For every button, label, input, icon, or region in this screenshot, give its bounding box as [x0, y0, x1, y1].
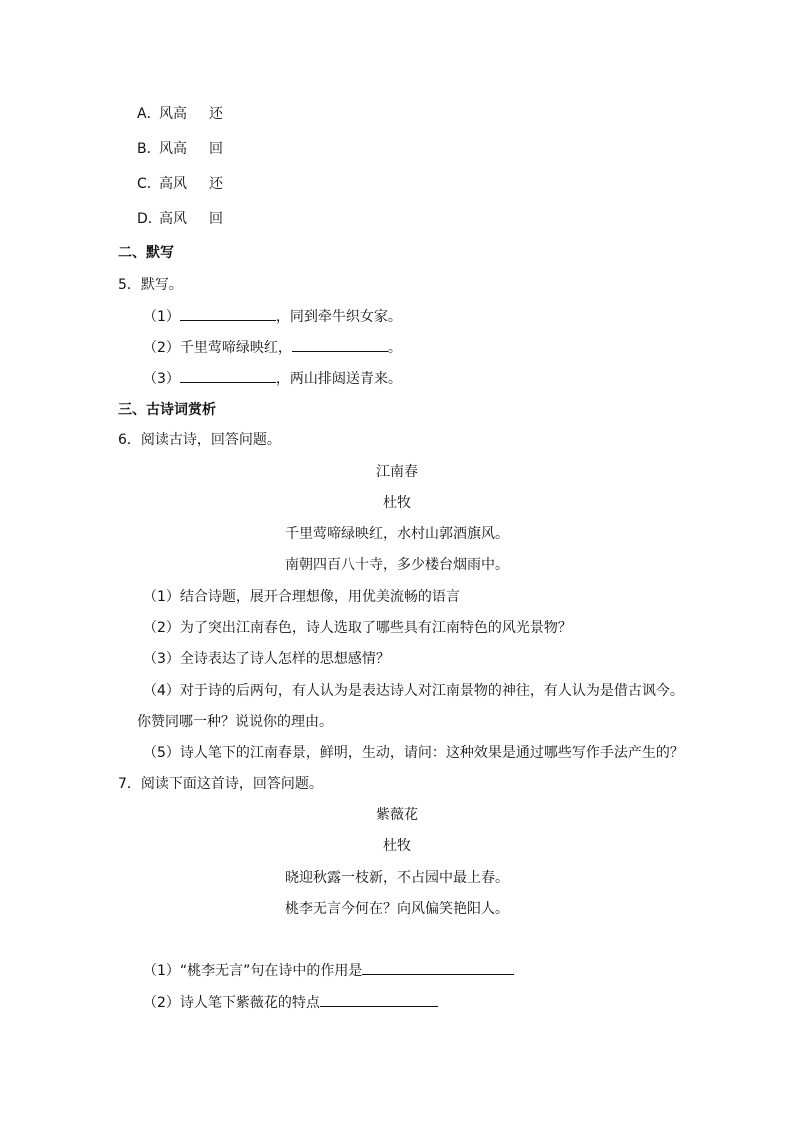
- answer-blank[interactable]: [180, 368, 276, 383]
- option-letter: B．: [137, 141, 161, 157]
- question-text: （1）“桃李无言”句在诗中的作用是: [143, 963, 363, 979]
- item-number: （2）: [143, 340, 180, 356]
- question-6-stem: 6．阅读古诗，回答问题。: [118, 432, 281, 448]
- option-word2: 还: [209, 106, 223, 122]
- section-title-poetry: 三、古诗词赏析: [118, 402, 216, 418]
- poem-author: 杜牧: [383, 838, 411, 854]
- option-word2: 回: [209, 141, 223, 157]
- question-text: （2）诗人笔下紫薇花的特点: [143, 995, 320, 1011]
- answer-blank[interactable]: [180, 306, 276, 321]
- item-text: ，两山排闼送青来。: [275, 371, 402, 387]
- q7-sub-1: [143, 960, 514, 981]
- item-number: （1）: [143, 309, 180, 325]
- poem-line: 南朝四百八十寺，多少楼台烟雨中。: [285, 557, 509, 573]
- q5-item-2: [143, 337, 402, 358]
- q6-sub-5: （5）诗人笔下的江南春景，鲜明，生动，请问：这种效果是通过哪些写作手法产生的？: [143, 745, 684, 761]
- poem-title: 江南春: [376, 464, 418, 480]
- answer-blank[interactable]: [362, 960, 514, 975]
- q6-sub-3: （3）全诗表达了诗人怎样的思想感情？: [143, 651, 390, 667]
- item-text-end: 。: [387, 340, 402, 356]
- option-c: [137, 174, 223, 194]
- section-title-dictation: 二、默写: [118, 245, 174, 261]
- q7-sub-2: [143, 992, 438, 1013]
- question-7-stem: 7．阅读下面这首诗，回答问题。: [118, 776, 323, 792]
- option-word2: 还: [209, 176, 223, 192]
- option-letter: D．: [137, 211, 162, 227]
- poem-line: 桃李无言今何在？向风偏笑艳阳人。: [285, 901, 509, 917]
- poem-author: 杜牧: [383, 495, 411, 511]
- option-letter: A．: [137, 106, 161, 122]
- option-word1: 风高: [159, 141, 187, 157]
- option-d: [137, 209, 223, 229]
- q6-sub-1: （1）结合诗题，展开合理想像，用优美流畅的语言: [143, 589, 460, 605]
- item-text: ，同到牵牛织女家。: [275, 309, 402, 325]
- answer-blank[interactable]: [292, 337, 388, 352]
- option-letter: C．: [137, 176, 161, 192]
- option-word1: 高风: [159, 176, 187, 192]
- option-b: [137, 139, 223, 159]
- question-5-stem: 5．默写。: [118, 277, 183, 293]
- option-a: [137, 104, 223, 124]
- option-word1: 风高: [159, 106, 187, 122]
- item-number: （3）: [143, 371, 180, 387]
- q6-sub-4: （4）对于诗的后两句，有人认为是表达诗人对江南景物的神往，有人认为是借古讽今。: [143, 683, 684, 699]
- answer-blank[interactable]: [320, 992, 438, 1007]
- q5-item-3: [143, 368, 402, 389]
- poem-line: 千里莺啼绿映红，水村山郭酒旗风。: [285, 526, 509, 542]
- q6-sub-4-cont: 你赞同哪一种？说说你的理由。: [137, 714, 333, 730]
- option-word2: 回: [209, 211, 223, 227]
- item-text: 千里莺啼绿映红，: [179, 340, 292, 356]
- q5-item-1: [143, 306, 402, 327]
- option-word1: 高风: [159, 211, 187, 227]
- poem-title: 紫薇花: [376, 807, 418, 823]
- q6-sub-2: （2）为了突出江南春色，诗人选取了哪些具有江南特色的风光景物？: [143, 620, 572, 636]
- poem-line: 晓迎秋露一枝新，不占园中最上春。: [285, 870, 509, 886]
